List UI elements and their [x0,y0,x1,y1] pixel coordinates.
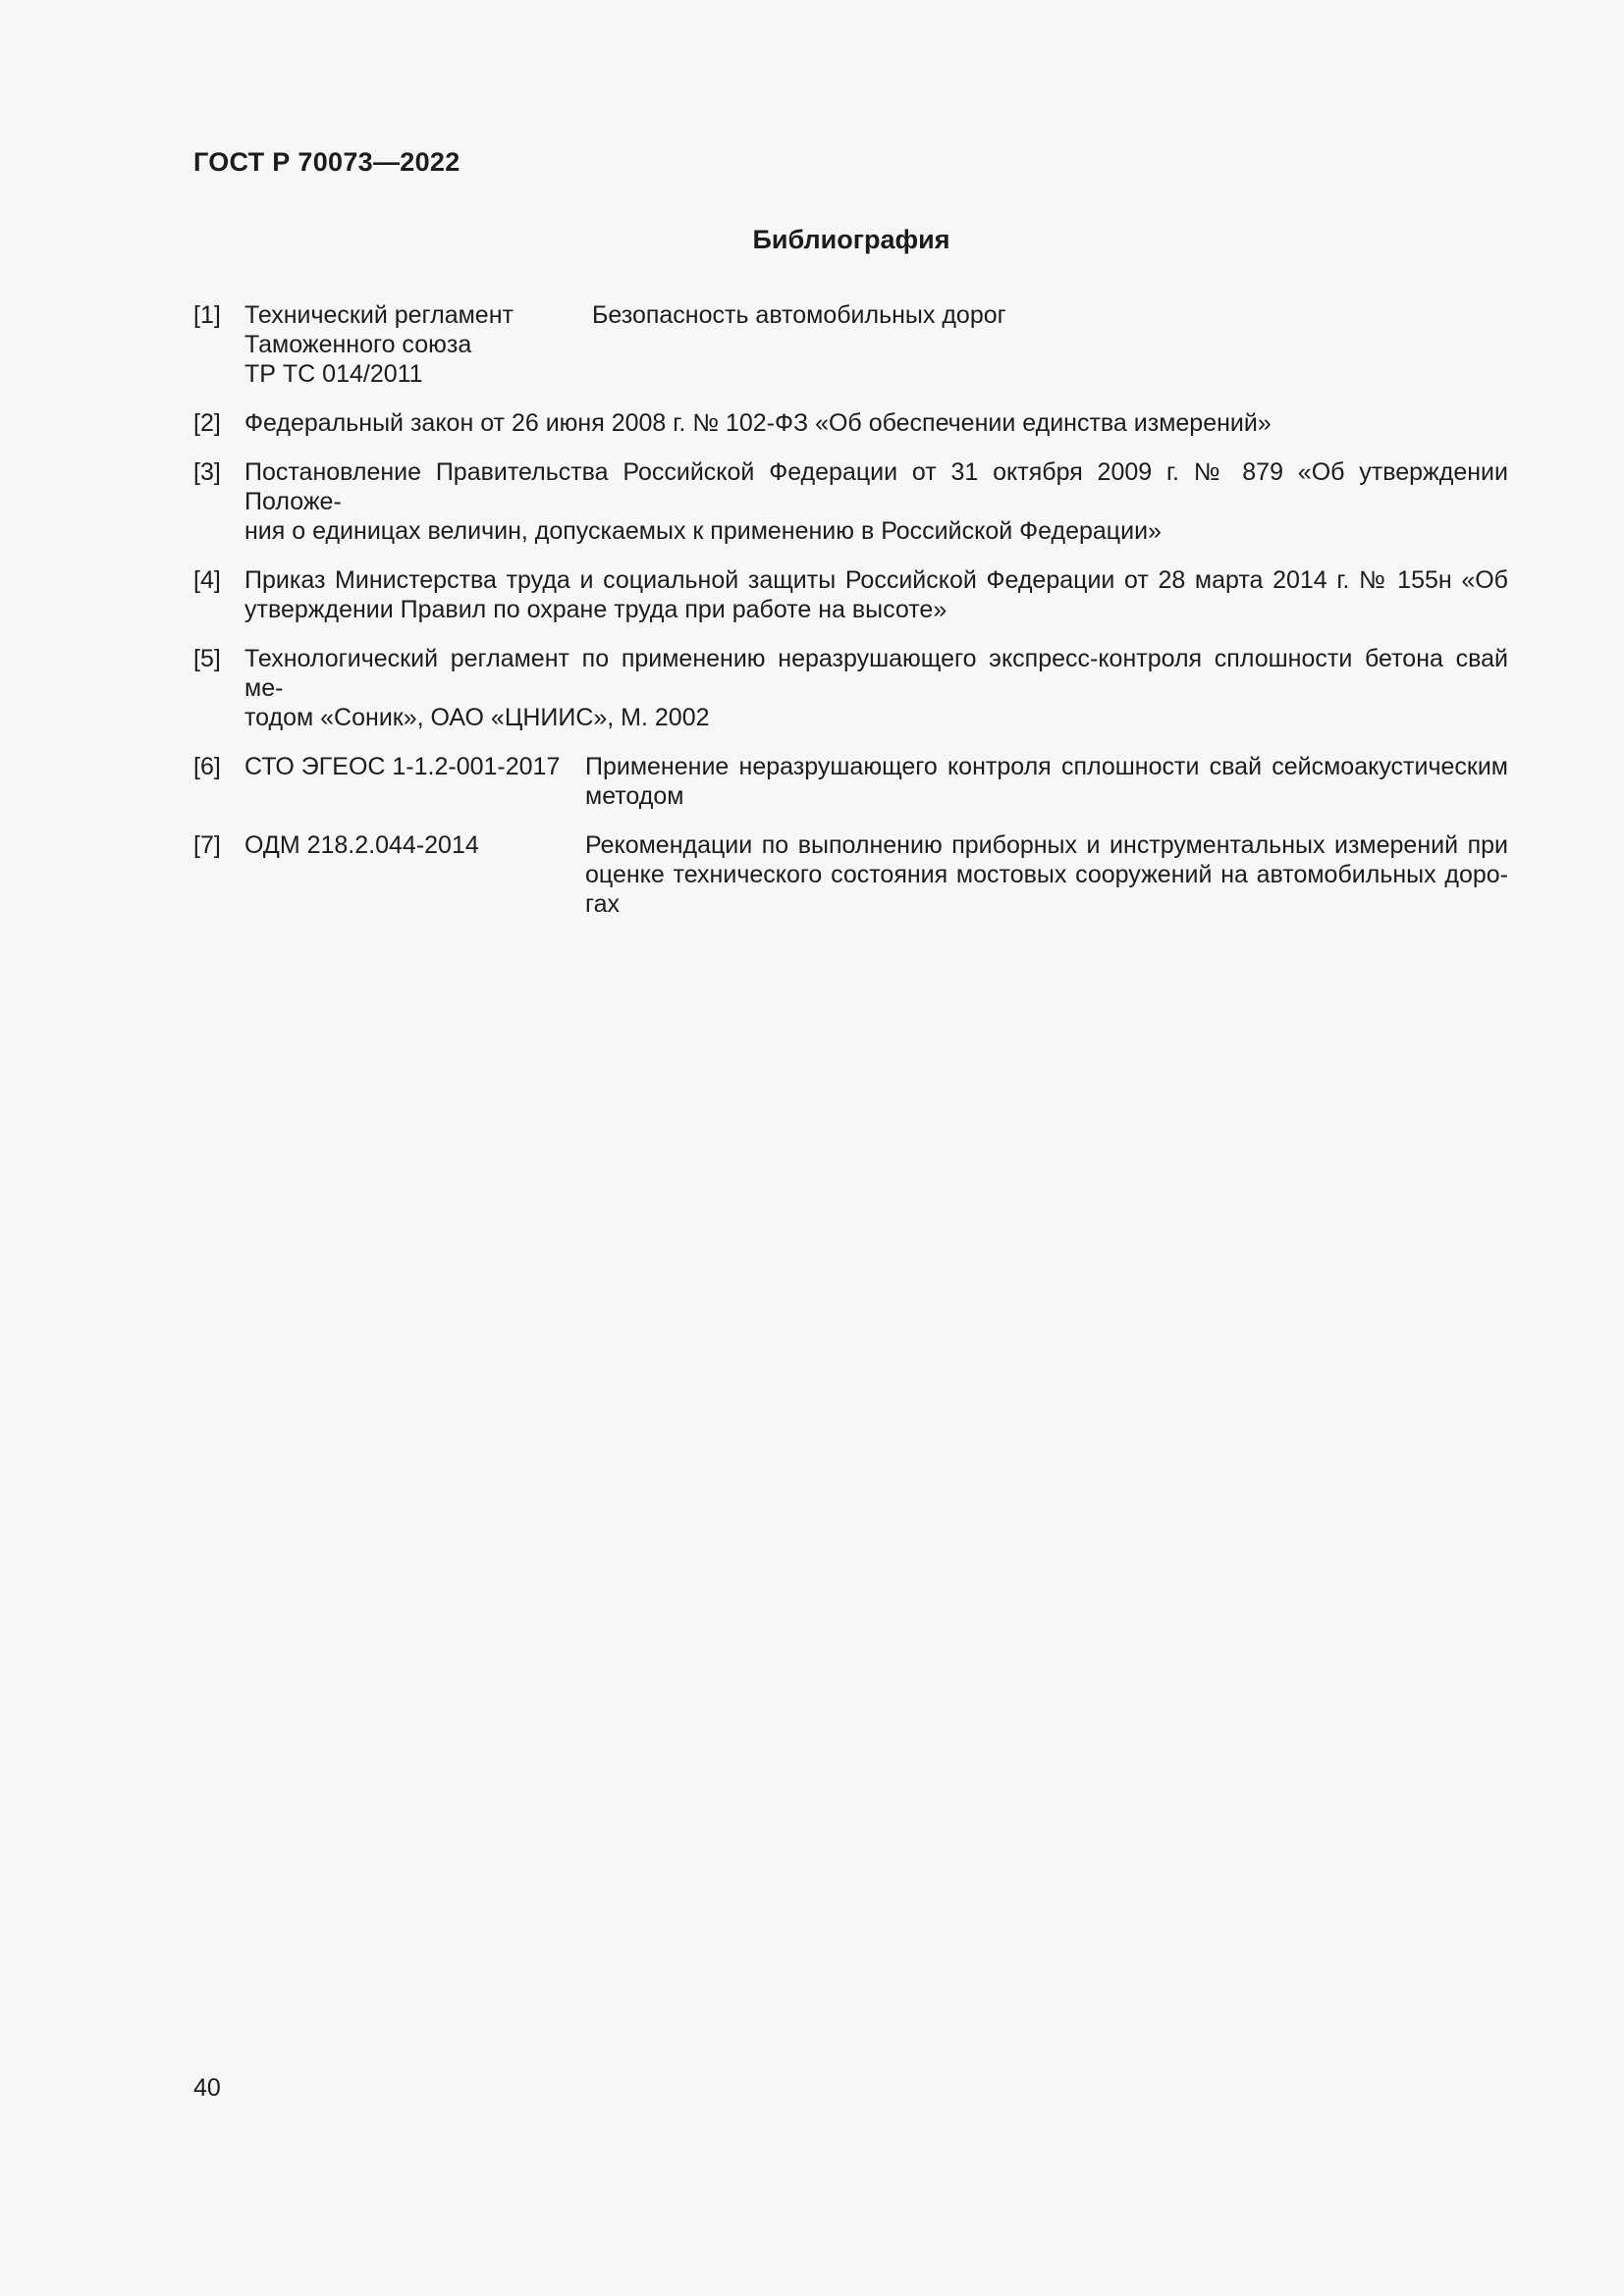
entry-text-line: тодом «Соник», ОАО «ЦНИИС», М. 2002 [244,704,710,731]
entry-code-line: Таможенного союза [244,331,472,358]
bibliography-entry-5 [193,644,1508,732]
section-title: Библиография [752,225,950,254]
page-number: 40 [193,2074,221,2102]
entry-text [244,565,1508,624]
entry-text-line: Постановление Правительства Российской Федерации от 31 октября 2009 г. № 879 «Об утверждении Положе- [244,458,1508,515]
entry-description [585,752,1508,811]
entry-number: [5] [193,645,221,672]
entry-number: [1] [193,301,221,329]
entry-number: [2] [193,409,221,437]
document-header: ГОСТ Р 70073—2022 [193,147,460,177]
entry-description: Безопасность автомобильных дорог [592,301,1006,329]
entry-description [585,830,1508,919]
entry-number: [4] [193,566,221,594]
bibliography-entry-4 [193,565,1508,624]
entry-code: СТО ЭГЕОС 1-1.2-001-2017 [244,753,561,780]
bibliography-entry-3 [193,457,1508,546]
entry-text-line: утверждении Правил по охране труда при работе на высоте» [244,596,947,623]
entry-text-line: Приказ Министерства труда и социальной защиты Российской Федерации от 28 марта 2014 г. № 155н «Об [244,566,1508,594]
entry-code [244,300,592,389]
entry-description-line: гах [585,890,620,918]
entry-description-line: методом [585,782,684,810]
entry-text [244,457,1508,546]
bibliography-entry-6 [193,752,1508,811]
entry-number: [3] [193,458,221,486]
entry-text-line: Технологический регламент по применению неразрушающего экспресс-контроля сплошности бетона свай ме- [244,645,1508,702]
entry-description-line: Применение неразрушающего контроля сплошности свай сейсмоакустическим [585,753,1508,780]
entry-code-line: ТР ТС 014/2011 [244,360,423,388]
entry-text [244,408,1508,438]
entry-number: [6] [193,753,221,780]
entry-text [244,644,1508,732]
bibliography-list [193,300,1508,938]
entry-number: [7] [193,831,221,859]
bibliography-entry-1 [193,300,1508,389]
bibliography-entry-7 [193,830,1508,919]
entry-code: ОДМ 218.2.044-2014 [244,831,479,859]
entry-text-line: ния о единицах величин, допускаемых к применению в Российской Федерации» [244,517,1162,545]
entry-description-line: Рекомендации по выполнению приборных и инструментальных измерений при [585,831,1508,859]
entry-code-line: Технический регламент [244,301,514,329]
bibliography-entry-2 [193,408,1508,438]
entry-description-line: оценке технического состояния мостовых сооружений на автомобильных доро- [585,861,1508,888]
entry-text-line: Федеральный закон от 26 июня 2008 г. № 102-ФЗ «Об обеспечении единства измерений» [244,409,1272,437]
